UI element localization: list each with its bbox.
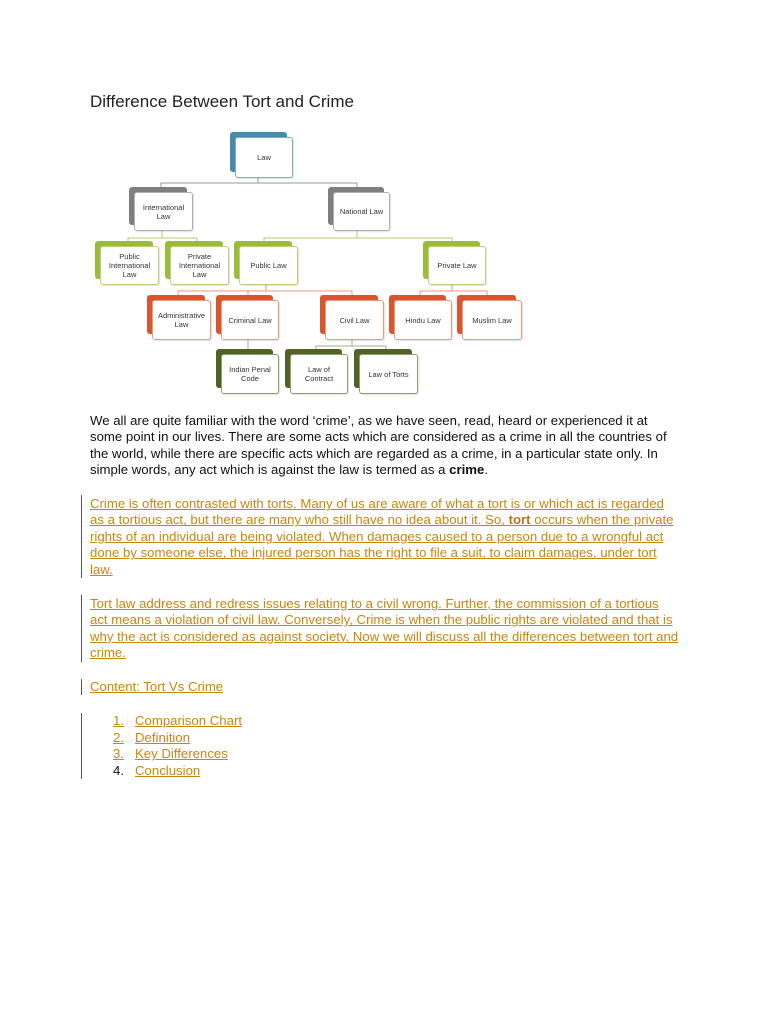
node-indian-penal-code: Indian Penal Code <box>216 349 279 394</box>
toc-number[interactable]: 2. <box>113 729 124 745</box>
node-administrative-law: Administrative Law <box>147 295 211 340</box>
change-bar <box>81 595 82 662</box>
node-private-international-law: Private International Law <box>165 241 229 285</box>
tort-law-link[interactable]: Tort law address and redress issues relating to a civil wrong. Further, the commission of a tortious act means a violation of civil law. Conversely, Crime is when the public rights are violated and that is why the act is considered as against society. Now we will discuss all the differences between tort and crime. <box>90 596 679 661</box>
toc-link-comparison-chart[interactable]: Comparison Chart <box>135 713 243 728</box>
toc-item <box>113 713 242 730</box>
toc-item <box>113 763 242 780</box>
node-private-law: Private Law <box>423 241 486 285</box>
table-of-contents <box>113 713 242 779</box>
toc-number[interactable]: 3. <box>113 746 124 761</box>
node-hindu-law: Hindu Law <box>389 295 452 340</box>
change-bar <box>81 495 82 578</box>
node-national-law: National Law <box>328 187 390 231</box>
toc-item <box>113 730 242 747</box>
toc-link-conclusion[interactable]: Conclusion <box>135 762 201 778</box>
toc-link-key-differences[interactable]: Key Differences <box>135 746 228 761</box>
toc-number: 4. <box>113 762 124 778</box>
toc-item <box>113 746 242 763</box>
node-public-law: Public Law <box>234 241 298 285</box>
change-bar <box>81 713 82 779</box>
intro-paragraph: We all are quite familiar with the word ‘crime’, as we have seen, read, heard or experienced it at some point in our lives. There are some acts which are considered as a crime in all the countries of the world, while there are specific acts which are regarded as a crime, in a particular state only. In simple words, any act which is against the law is termed as a crime. <box>90 413 667 478</box>
content-heading-link[interactable]: Content: Tort Vs Crime <box>90 679 224 694</box>
page-title: Difference Between Tort and Crime <box>90 92 354 111</box>
node-civil-law: Civil Law <box>320 295 384 340</box>
node-international-law: International Law <box>129 187 193 231</box>
tort-definition-link[interactable]: Crime is often contrasted with torts. Many of us are aware of what a tort is or which act is regarded as a tortious act, but there are many who still have no idea about it. So, tort occurs when the private rights of an individual are being violated. When damages caused to a person due to a wrongful act done by someone else, the injured person has the right to file a suit, to claim damages, under tort law. <box>90 496 674 577</box>
node-law: Law <box>230 132 293 178</box>
toc-number[interactable]: 1. <box>113 713 124 728</box>
node-public-international-law: Public International Law <box>95 241 159 285</box>
node-muslim-law: Muslim Law <box>457 295 522 340</box>
toc-link-definition[interactable]: Definition <box>135 729 190 745</box>
node-criminal-law: Criminal Law <box>216 295 279 340</box>
change-bar <box>81 679 82 695</box>
node-law-of-contract: Law of Contract <box>285 349 348 394</box>
node-law-of-torts: Law of Torts <box>354 349 418 394</box>
